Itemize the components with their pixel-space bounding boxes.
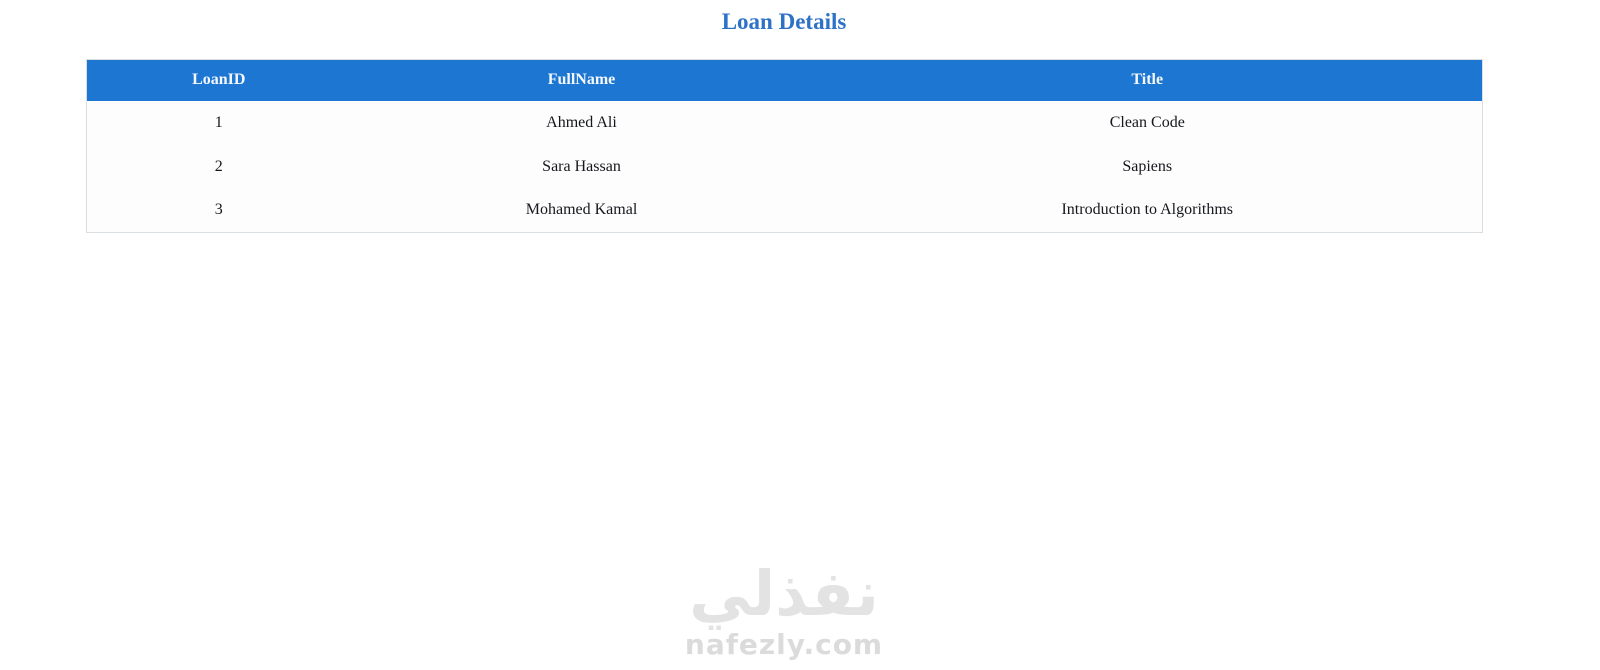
cell-loanid: 1 bbox=[214, 113, 223, 131]
cell-fullname: Ahmed Ali bbox=[546, 113, 617, 131]
nafezly-site-text: nafezly.com bbox=[684, 628, 884, 661]
cell-title: Clean Code bbox=[1109, 113, 1185, 131]
cell-title: Sapiens bbox=[1122, 157, 1173, 175]
cell-fullname: Mohamed Kamal bbox=[525, 201, 638, 219]
nafezly-logo: نفذلي bbox=[689, 557, 879, 630]
loan-report bbox=[86, 8, 1482, 233]
cell-loanid: 2 bbox=[214, 157, 223, 175]
watermark bbox=[684, 557, 884, 662]
column-header-title: Title bbox=[813, 60, 1483, 101]
cell-title: Introduction to Algorithms bbox=[1061, 201, 1234, 219]
table-row bbox=[87, 101, 1483, 145]
page-title: Loan Details bbox=[721, 9, 847, 34]
column-header-loanid: LoanID bbox=[87, 60, 351, 101]
cell-loanid: 3 bbox=[214, 201, 223, 219]
table-header-row bbox=[87, 60, 1483, 101]
loan-details-table bbox=[86, 59, 1483, 233]
table-row bbox=[87, 145, 1483, 189]
table-row bbox=[87, 189, 1483, 233]
column-header-fullname: FullName bbox=[351, 60, 813, 101]
cell-fullname: Sara Hassan bbox=[542, 157, 621, 175]
